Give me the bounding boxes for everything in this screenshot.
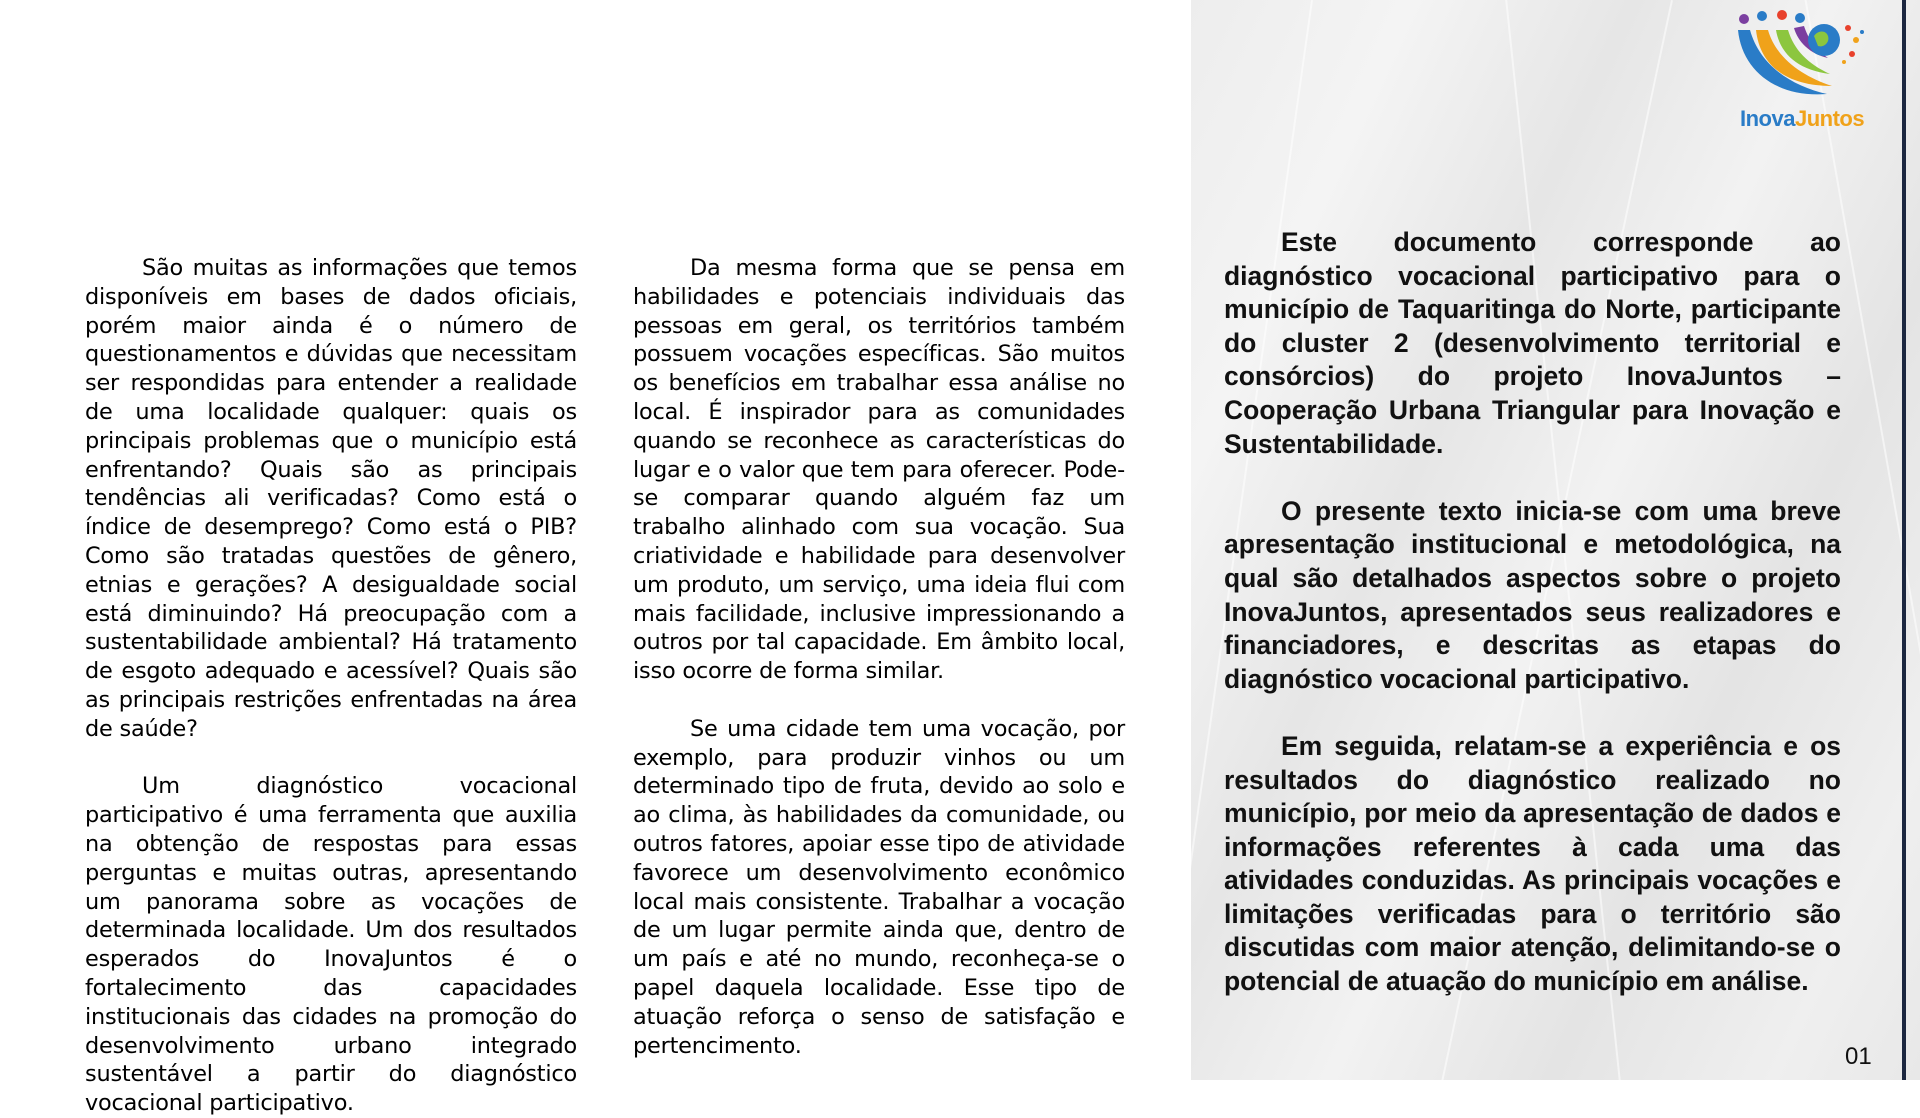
logo-word-inova: Inova	[1740, 106, 1795, 131]
panel-border	[1902, 0, 1906, 1080]
paragraph: Em seguida, relatam-se a experiência e os resultados do diagnóstico realizado no município, por meio da apresentação de dados e informações referentes à cada uma das atividades conduzidas. As principais vocações e limitações verificadas para o território são discutidas com maior atenção, delimitando-se o potencial de atuação do município em análise.	[1224, 730, 1841, 997]
inovajuntos-logo	[1732, 6, 1892, 136]
paragraph: Da mesma forma que se pensa em habilidades e potenciais individuais das pessoas em geral, os territórios também possuem vocações específicas. São muitos os benefícios em trabalhar essa análise no local. É inspirador para as comunidades quando se reconhece as características do lugar e o valor que tem para oferecer. Pode-se comparar quando alguém faz um trabalho alinhado com sua vocação. Sua criatividade e habilidade para desenvolver um produto, um serviço, uma ideia flui com mais facilidade, inclusive impressionando a outros por tal capacidade. Em âmbito local, isso ocorre de forma similar.	[633, 255, 1125, 685]
logo-wordmark	[1740, 106, 1864, 132]
paragraph: Um diagnóstico vocacional participativo é uma ferramenta que auxilia na obtenção de respostas para essas perguntas e muitas outras, apresentando um panorama sobre as vocações de determinada localidade. Um dos resultados esperados do InovaJuntos é o fortalecimento das capacidades institucionais das cidades na promoção do desenvolvimento urbano integrado sustentável a partir do diagnóstico vocacional participativo.	[85, 773, 577, 1117]
paragraph: Este documento corresponde ao diagnóstico vocacional participativo para o município de Taquaritinga do Norte, participante do cluster 2 (desenvolvimento territorial e consórcios) do projeto InovaJuntos – Cooperação Urbana Triangular para Inovação e Sustentabilidade.	[1224, 227, 1841, 459]
logo-mark-icon	[1732, 6, 1892, 106]
page-number: 01	[1845, 1043, 1872, 1070]
middle-text-column	[633, 254, 1125, 1060]
summary-text	[1224, 226, 1841, 999]
paragraph: São muitas as informações que temos disponíveis em bases de dados oficiais, porém maior ainda é o número de questionamentos e dúvidas que necessitam ser respondidas para entender a realidade de uma localidade qualquer: quais os principais problemas que o município está enfrentando? Quais são as principais tendências ali verificadas? Como está o índice de desemprego? Como está o PIB? Como são tratadas questões de gênero, etnias e gerações? A desigualdade social está diminuindo? Há preocupação com a sustentabilidade ambiental? Há tratamento de esgoto adequado e acessível? Quais são as principais restrições enfrentadas na área de saúde?	[85, 255, 577, 742]
paragraph: O presente texto inicia-se com uma breve apresentação institucional e metodológica, na qual são detalhados aspectos sobre o projeto InovaJuntos, apresentados seus realizadores e financiadores, e descritas as etapas do diagnóstico vocacional participativo.	[1224, 495, 1841, 694]
paragraph: Se uma cidade tem uma vocação, por exemplo, para produzir vinhos ou um determinado tipo de fruta, devido ao solo e ao clima, às habilidades da comunidade, ou outros fatores, apoiar esse tipo de atividade favorece um desenvolvimento econômico local mais consistente. Trabalhar a vocação de um lugar permite ainda que, dentro de um país e até no mundo, reconheça-se o papel daquela localidade. Esse tipo de atuação reforça o senso de satisfação e pertencimento.	[633, 715, 1125, 1059]
summary-side-panel	[1191, 0, 1920, 1080]
logo-word-juntos: Juntos	[1794, 106, 1865, 131]
left-text-column	[85, 254, 577, 1118]
